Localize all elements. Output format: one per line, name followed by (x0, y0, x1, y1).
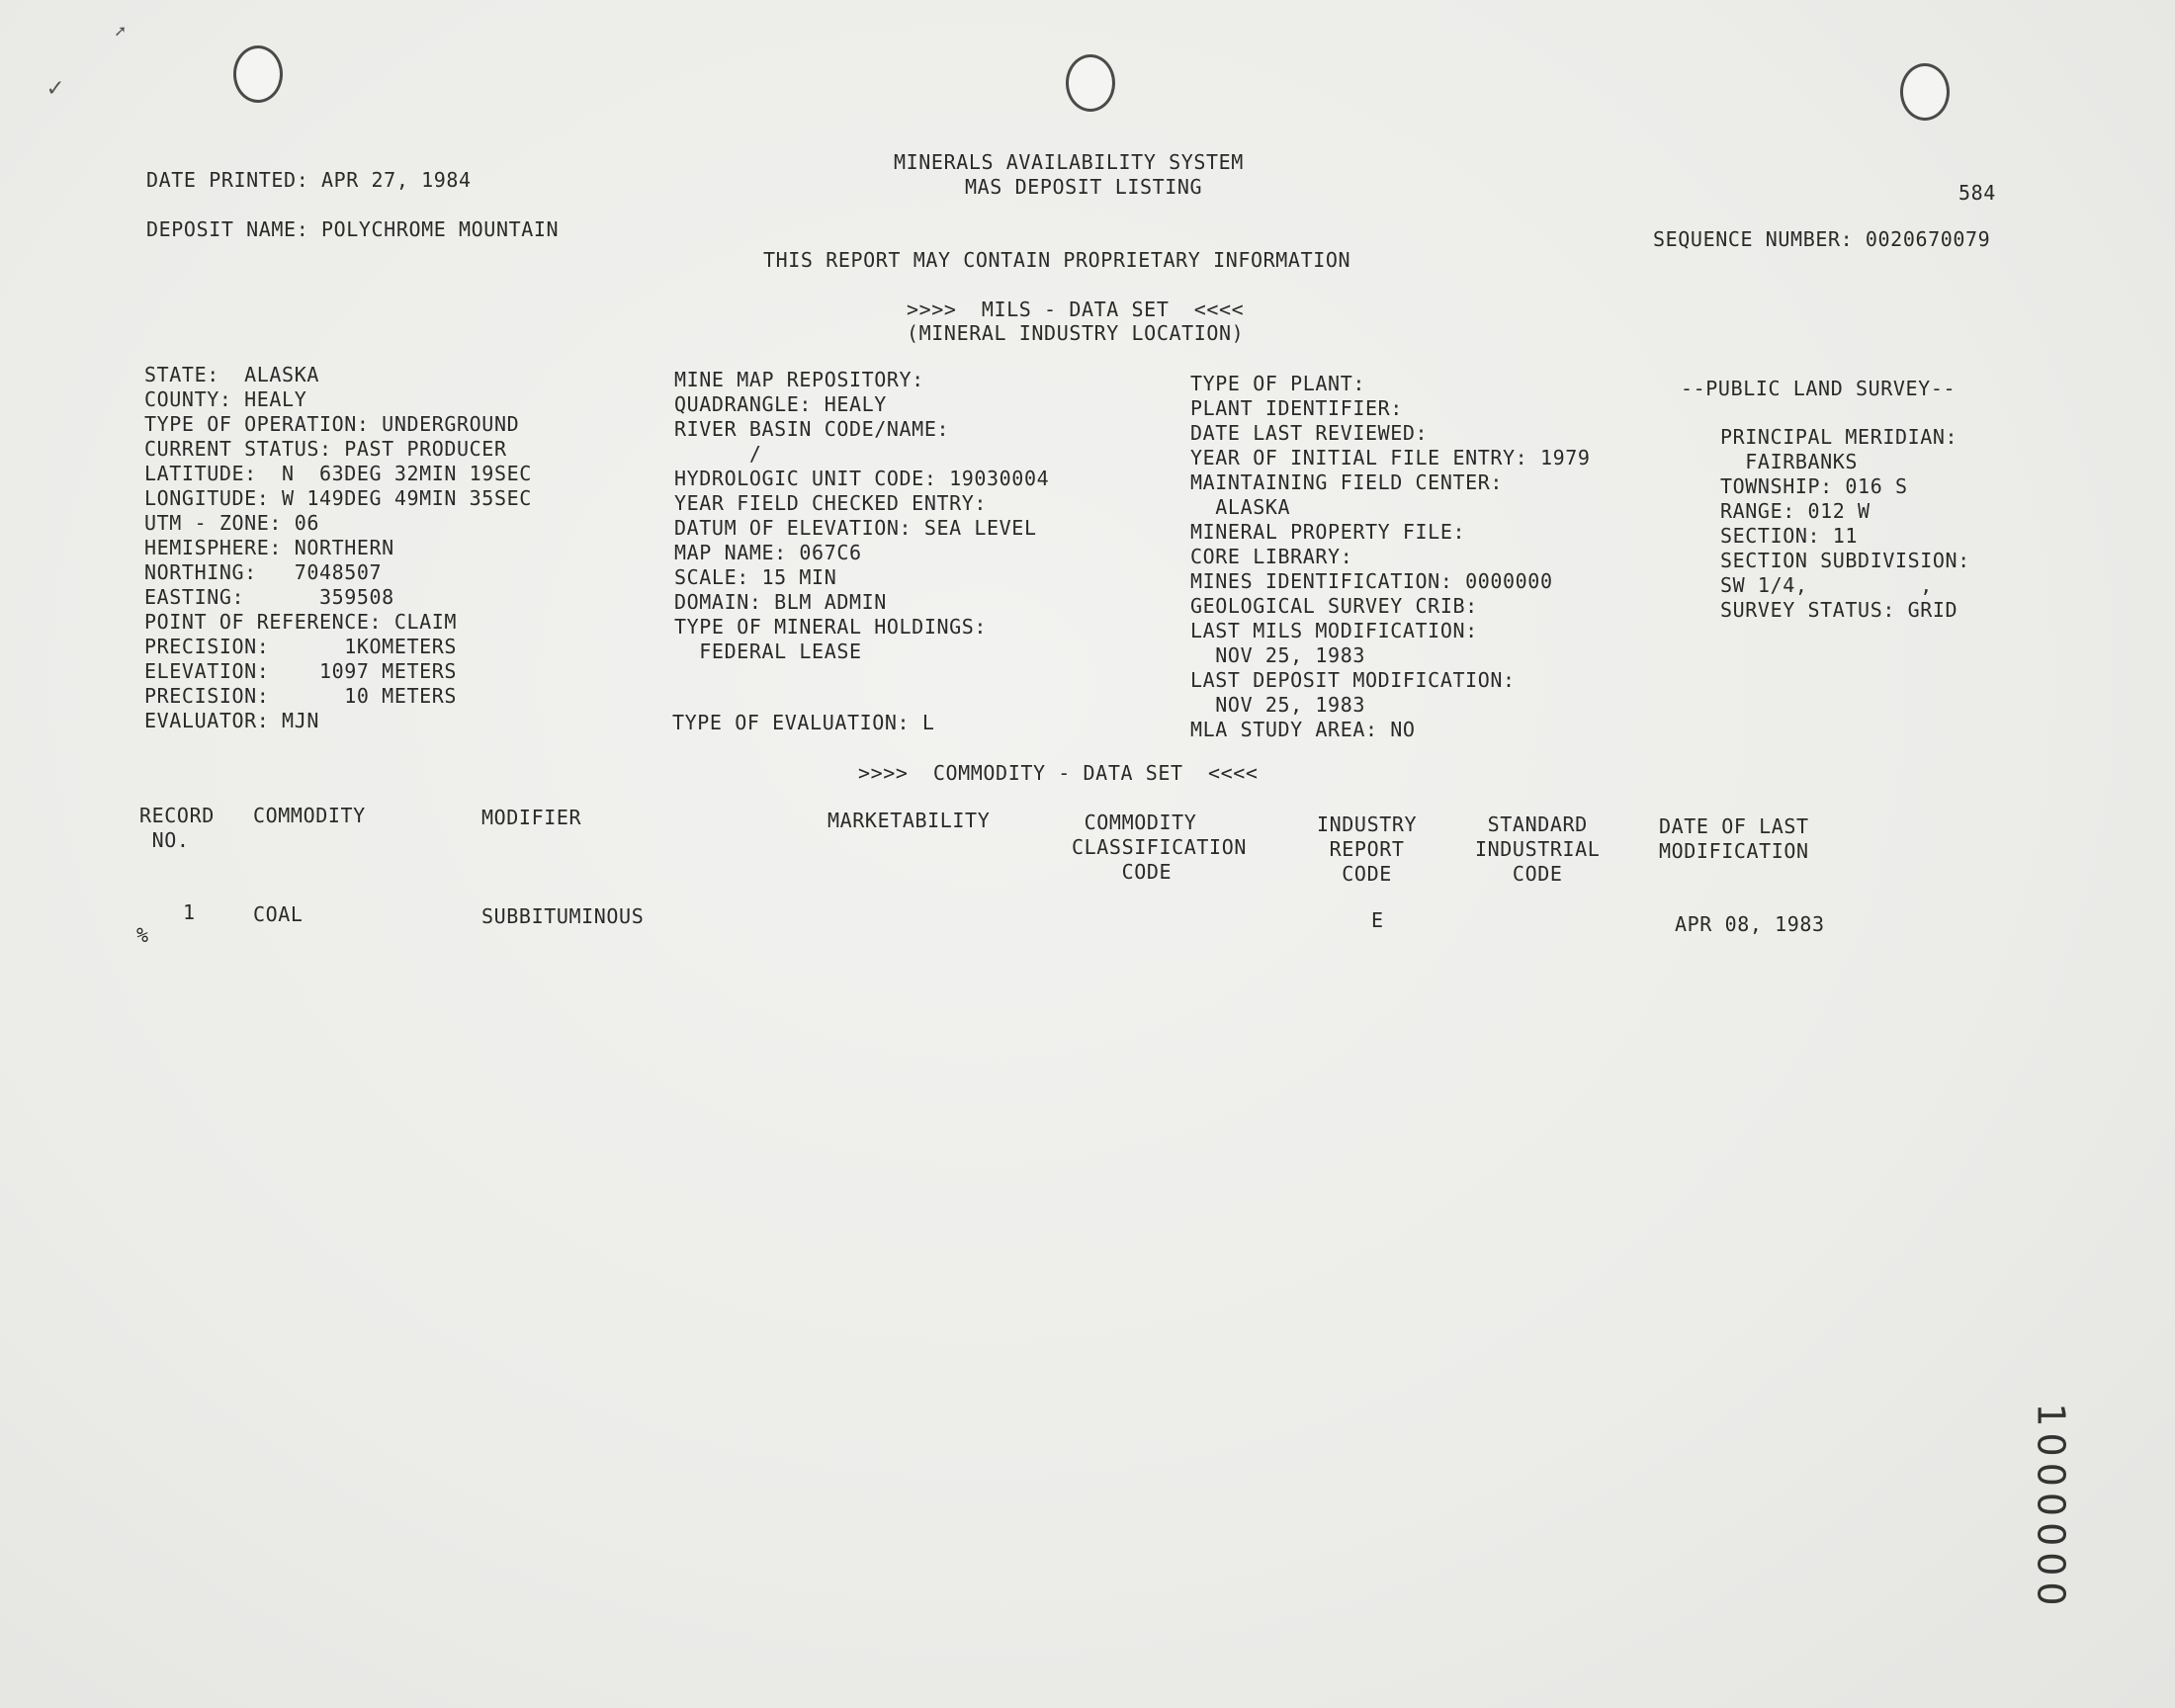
field-line: DATUM OF ELEVATION: SEA LEVEL (674, 516, 1037, 540)
header-classification-code: COMMODITY CLASSIFICATION CODE (1072, 811, 1247, 884)
binder-hole-left (233, 45, 283, 103)
field-line: PRECISION: 1KOMETERS (144, 635, 458, 658)
field-line: PRINCIPAL MERIDIAN: (1720, 425, 1958, 449)
pen-mark: ✓ (47, 73, 63, 103)
mils-section-subtitle: (MINERAL INDUSTRY LOCATION) (907, 321, 1245, 345)
field-line: NOV 25, 1983 (1190, 643, 1365, 667)
field-line: TYPE OF PLANT: (1190, 372, 1365, 395)
field-line: UTM - ZONE: 06 (144, 511, 319, 535)
cell-industry-code: E (1371, 908, 1384, 932)
header-industry-report-code: INDUSTRY REPORT CODE (1317, 812, 1418, 886)
system-title: MINERALS AVAILABILITY SYSTEM (894, 150, 1244, 174)
header-date-of-last-modification: DATE OF LAST MODIFICATION (1659, 814, 1809, 863)
binder-hole-center (1066, 54, 1115, 112)
file-number: 1000000 (2030, 1403, 2073, 1612)
field-line: FEDERAL LEASE (674, 640, 862, 663)
cell-date-of-last-modification: APR 08, 1983 (1675, 912, 1825, 936)
field-line: STATE: ALASKA (144, 363, 319, 386)
field-line: SCALE: 15 MIN (674, 565, 837, 589)
mils-section-title: >>>> MILS - DATA SET <<<< (907, 298, 1245, 321)
field-line: FAIRBANKS (1720, 450, 1859, 473)
field-line: YEAR OF INITIAL FILE ENTRY: 1979 (1190, 446, 1591, 470)
field-line: RANGE: 012 W (1720, 499, 1870, 523)
sequence-number: SEQUENCE NUMBER: 0020670079 (1653, 227, 1991, 251)
field-line: MLA STUDY AREA: NO (1190, 718, 1416, 741)
field-line: MAINTAINING FIELD CENTER: (1190, 470, 1504, 494)
field-line: HYDROLOGIC UNIT CODE: 19030004 (674, 467, 1050, 490)
field-line: HEMISPHERE: NORTHERN (144, 536, 394, 559)
header-modifier: MODIFIER (481, 806, 582, 829)
field-line: LAST MILS MODIFICATION: (1190, 619, 1478, 642)
field-line: ELEVATION: 1097 METERS (144, 659, 458, 683)
location-column (144, 363, 532, 733)
page-number: 584 (1958, 181, 1996, 205)
field-line: CURRENT STATUS: PAST PRODUCER (144, 437, 507, 461)
field-line: CORE LIBRARY: (1190, 545, 1353, 568)
header-standard-industrial-code: STANDARD INDUSTRIAL CODE (1475, 812, 1601, 886)
field-line: TOWNSHIP: 016 S (1720, 474, 1908, 498)
field-line: LONGITUDE: W 149DEG 49MIN 35SEC (144, 486, 532, 510)
field-line: EASTING: 359508 (144, 585, 394, 609)
field-line: DATE LAST REVIEWED: (1190, 421, 1429, 445)
field-line: QUADRANGLE: HEALY (674, 392, 887, 416)
header-record-no: RECORD NO. (139, 804, 215, 852)
field-line: NOV 25, 1983 (1190, 693, 1365, 717)
field-line: LATITUDE: N 63DEG 32MIN 19SEC (144, 462, 532, 485)
header-commodity: COMMODITY (253, 804, 366, 827)
field-line: PLANT IDENTIFIER: (1190, 396, 1403, 420)
cell-commodity: COAL (253, 902, 304, 926)
field-line: PRECISION: 10 METERS (144, 684, 458, 708)
date-printed: DATE PRINTED: APR 27, 1984 (146, 168, 472, 192)
land-survey-column (1720, 425, 1970, 623)
field-line: RIVER BASIN CODE/NAME: (674, 417, 950, 441)
field-line: MAP NAME: 067C6 (674, 541, 862, 564)
field-line: DOMAIN: BLM ADMIN (674, 590, 887, 614)
field-line: / (674, 442, 762, 466)
type-of-evaluation: TYPE OF EVALUATION: L (672, 711, 935, 734)
field-line: SW 1/4, , (1720, 573, 1933, 597)
pen-mark: ➚ (115, 22, 126, 43)
field-line: LAST DEPOSIT MODIFICATION: (1190, 668, 1516, 692)
field-line: SECTION: 11 (1720, 524, 1859, 548)
field-line: SURVEY STATUS: GRID (1720, 598, 1958, 622)
field-line: COUNTY: HEALY (144, 387, 307, 411)
field-line: TYPE OF OPERATION: UNDERGROUND (144, 412, 520, 436)
field-line: MINE MAP REPOSITORY: (674, 368, 924, 391)
field-line: GEOLOGICAL SURVEY CRIB: (1190, 594, 1478, 618)
listing-title: MAS DEPOSIT LISTING (965, 175, 1203, 199)
plant-column (1190, 372, 1591, 742)
header-marketability: MARKETABILITY (827, 809, 991, 832)
field-line: ALASKA (1190, 495, 1291, 519)
cell-modifier: SUBBITUMINOUS (481, 904, 645, 928)
field-line: MINES IDENTIFICATION: 0000000 (1190, 569, 1553, 593)
binder-hole-right (1900, 63, 1950, 121)
cell-record-no: 1 (183, 900, 196, 924)
deposit-name: DEPOSIT NAME: POLYCHROME MOUNTAIN (146, 217, 560, 241)
field-line: NORTHING: 7048507 (144, 560, 383, 584)
field-line: YEAR FIELD CHECKED ENTRY: (674, 491, 988, 515)
file-number-stamp (2017, 1403, 2086, 1612)
field-line: EVALUATOR: MJN (144, 709, 319, 732)
field-line: SECTION SUBDIVISION: (1720, 549, 1970, 572)
field-line: POINT OF REFERENCE: CLAIM (144, 610, 458, 634)
commodity-section-title: >>>> COMMODITY - DATA SET <<<< (858, 761, 1259, 785)
proprietary-notice: THIS REPORT MAY CONTAIN PROPRIETARY INFORMATION (763, 248, 1351, 272)
field-line: MINERAL PROPERTY FILE: (1190, 520, 1466, 544)
field-line: TYPE OF MINERAL HOLDINGS: (674, 615, 988, 639)
public-land-survey-title: --PUBLIC LAND SURVEY-- (1681, 377, 1957, 400)
percent-mark: % (136, 923, 149, 947)
map-column (674, 368, 1049, 664)
